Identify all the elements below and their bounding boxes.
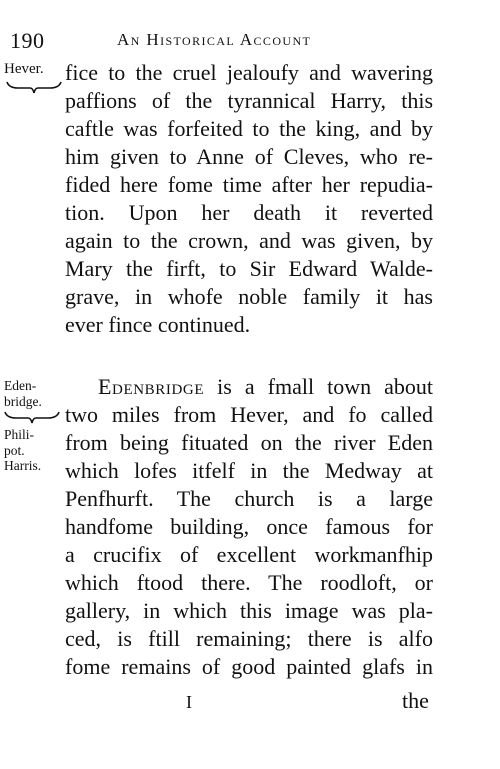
- text-line: a crucifix of excellent workmanfhip: [65, 542, 433, 567]
- margin-note-phili: Phili-: [4, 427, 35, 442]
- text-line: Penfhurft. The church is a large: [65, 486, 433, 511]
- text-line: fice to the cruel jealoufy and wavering: [65, 60, 433, 85]
- brace-ornament: [4, 410, 60, 424]
- text-line: [98, 376, 433, 398]
- text-line: two miles from Hever, and fo called: [65, 402, 433, 427]
- page-number: 190: [10, 28, 45, 53]
- text-line: which lofes itfelf in the Medway at: [65, 458, 433, 483]
- text-line: from being fituated on the river Eden: [65, 430, 433, 455]
- margin-note-hever: Hever.: [4, 61, 44, 77]
- signature-mark: I: [186, 692, 192, 712]
- text-line: ever fince continued.: [65, 312, 251, 337]
- brace-ornament: [6, 80, 62, 94]
- margin-note-eden: Eden-: [4, 378, 37, 393]
- catchword: the: [402, 688, 429, 713]
- text-line: again to the crown, and was given, by: [65, 228, 433, 253]
- text-line: paffions of the tyrannical Harry, this: [65, 88, 433, 113]
- margin-note-bridge: bridge.: [4, 394, 42, 409]
- text-line: ced, is ftill remaining; there is alfo: [65, 626, 433, 651]
- lead-word: Edenbridge: [98, 374, 205, 399]
- running-title: An Historical Account: [117, 30, 312, 49]
- first-line-rest: is a fmall town about: [204, 374, 433, 399]
- text-line: him given to Anne of Cleves, who re-: [65, 144, 433, 169]
- text-line: caftle was forfeited to the king, and by: [65, 116, 433, 141]
- margin-note-pot: pot.: [4, 443, 25, 458]
- text-line: grave, in whofe noble family it has: [65, 284, 433, 309]
- text-line: gallery, in which this image was pla-: [65, 598, 433, 623]
- text-line: fided here fome time after her repudia-: [65, 172, 433, 197]
- text-line: which ftood there. The roodloft, or: [65, 570, 433, 595]
- text-line: fome remains of good painted glafs in: [65, 654, 433, 679]
- text-line: Mary the firft, to Sir Edward Walde-: [65, 256, 433, 281]
- text-line: tion. Upon her death it reverted: [65, 200, 433, 225]
- margin-note-harris: Harris.: [4, 458, 42, 473]
- text-line: handfome building, once famous for: [65, 514, 433, 539]
